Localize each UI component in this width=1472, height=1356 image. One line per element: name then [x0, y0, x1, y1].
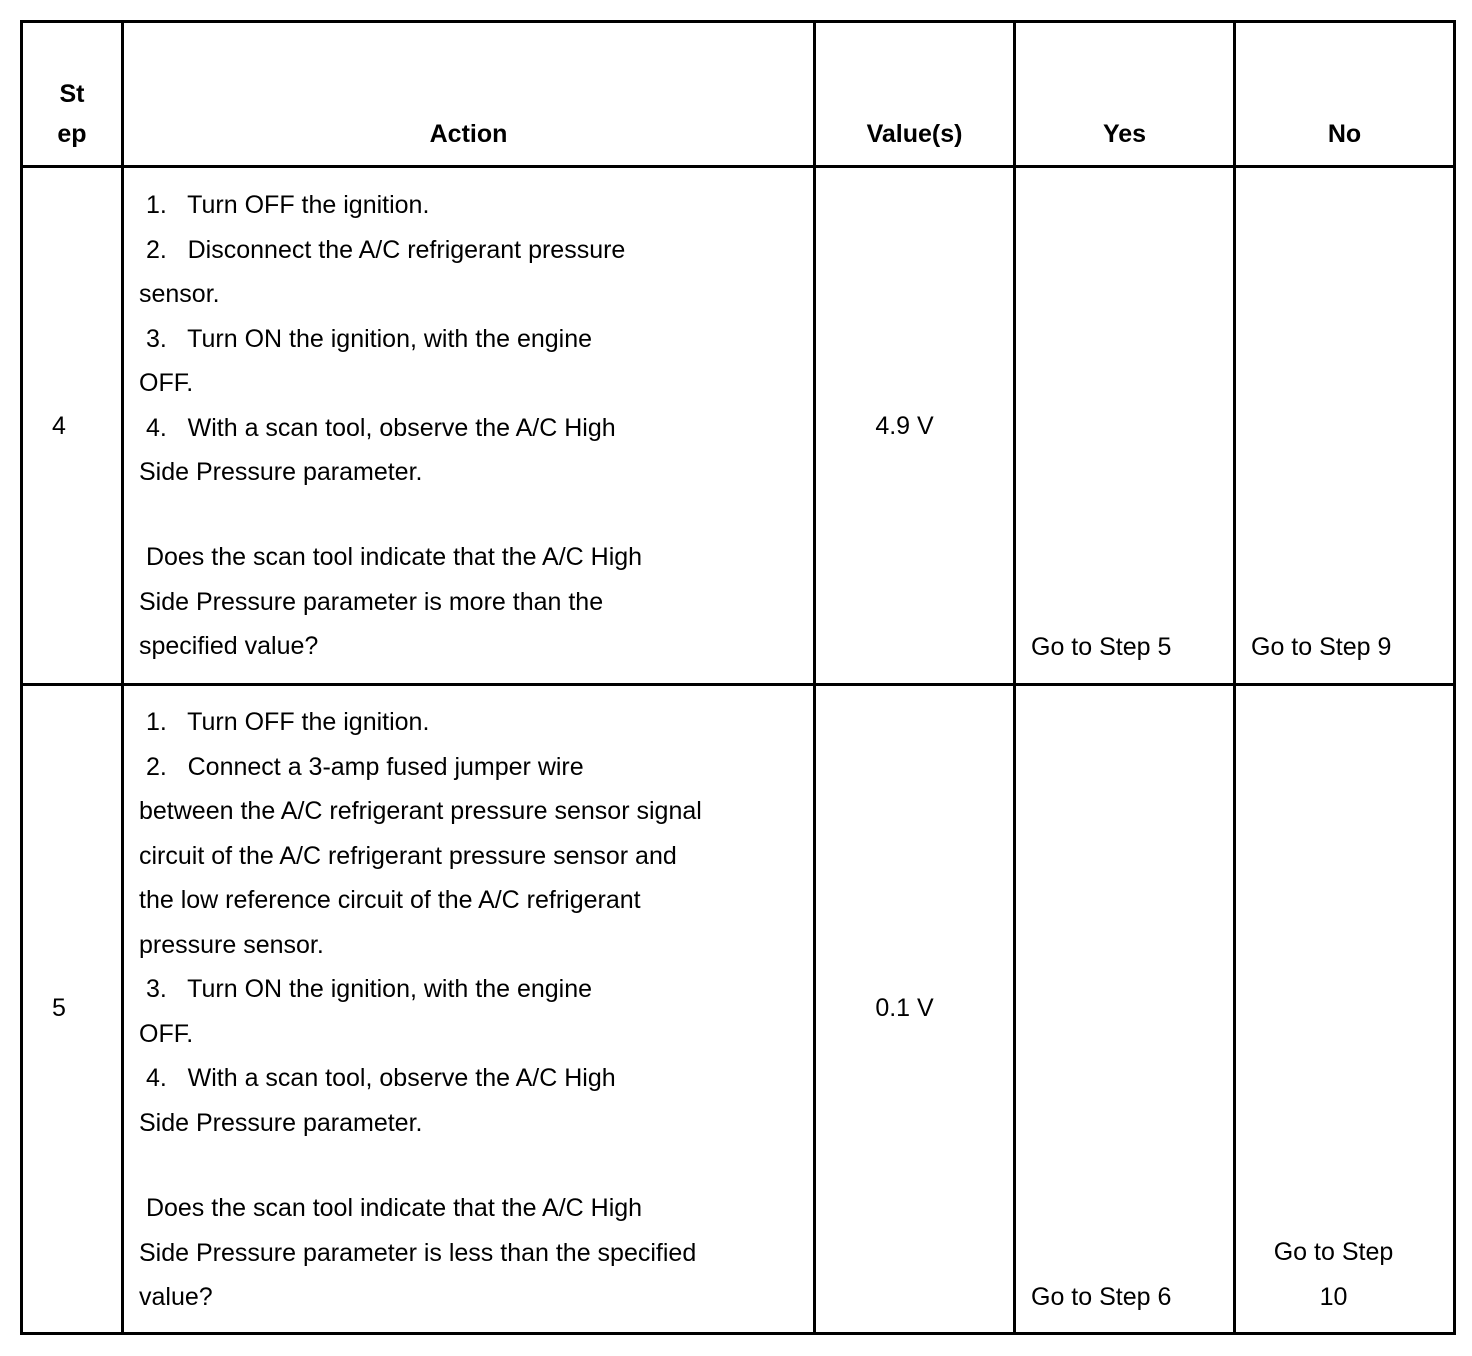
header-no: No — [1327, 120, 1362, 148]
header-step-line2: ep — [57, 120, 87, 148]
header-yes: Yes — [1102, 120, 1147, 148]
action-line: the low reference circuit of the A/C refrigerant — [139, 886, 641, 914]
action-line: OFF. — [139, 369, 194, 397]
table-border-right — [1453, 20, 1456, 1335]
action-line: sensor. — [139, 280, 220, 308]
action-line: 2. Disconnect the A/C refrigerant pressure — [139, 235, 626, 264]
action-line: 1. Turn OFF the ignition. — [139, 191, 430, 219]
question-line: specified value? — [139, 632, 319, 660]
action-line: 2. Connect a 3-amp fused jumper wire — [139, 752, 584, 781]
table-border-left — [20, 20, 23, 1335]
action-line: circuit of the A/C refrigerant pressure sensor and — [139, 841, 677, 870]
row-5-no-line2: 10 — [1319, 1282, 1348, 1311]
row-4-no: Go to Step 9 — [1251, 633, 1392, 661]
row-4-step: 4 — [52, 412, 66, 440]
col-divider-values — [813, 20, 816, 1335]
question-line: Side Pressure parameter is more than the — [139, 587, 604, 616]
header-step-line1: St — [59, 80, 85, 108]
question-line: value? — [139, 1283, 213, 1311]
row-divider — [20, 683, 1456, 686]
row-4-action — [139, 183, 625, 495]
row-4-question — [139, 535, 642, 669]
question-line: Does the scan tool indicate that the A/C High — [139, 543, 643, 571]
action-line: 4. With a scan tool, observe the A/C High — [139, 413, 616, 442]
header-step — [23, 74, 121, 154]
question-line: Side Pressure parameter is less than the specified — [139, 1238, 697, 1267]
row-5-value: 0.1 V — [875, 994, 934, 1022]
diagnostic-table — [20, 20, 1456, 1335]
col-divider-action — [121, 20, 124, 1335]
question-line: Does the scan tool indicate that the A/C High — [139, 1194, 643, 1222]
action-line: between the A/C refrigerant pressure sensor signal — [139, 797, 702, 825]
action-line: OFF. — [139, 1019, 194, 1048]
row-5-step: 5 — [52, 994, 66, 1022]
action-line: 1. Turn OFF the ignition. — [139, 708, 430, 736]
table-border-bottom — [20, 1332, 1456, 1335]
col-divider-no — [1233, 20, 1236, 1335]
header-action: Action — [429, 120, 508, 148]
row-5-no-line1: Go to Step — [1273, 1238, 1394, 1266]
header-values: Value(s) — [866, 120, 963, 148]
row-5-question — [139, 1186, 696, 1320]
action-line: 4. With a scan tool, observe the A/C High — [139, 1064, 616, 1092]
action-line: 3. Turn ON the ignition, with the engine — [139, 324, 593, 353]
action-line: 3. Turn ON the ignition, with the engine — [139, 975, 593, 1003]
header-divider — [20, 165, 1456, 168]
row-5-action — [139, 700, 702, 1145]
row-5-no — [1236, 1230, 1431, 1319]
table-border-top — [20, 20, 1456, 23]
action-line: Side Pressure parameter. — [139, 1108, 423, 1137]
action-line: pressure sensor. — [139, 930, 324, 959]
action-line: Side Pressure parameter. — [139, 458, 423, 486]
row-5-yes: Go to Step 6 — [1031, 1283, 1172, 1311]
row-4-value: 4.9 V — [875, 412, 934, 440]
col-divider-yes — [1013, 20, 1016, 1335]
row-4-yes: Go to Step 5 — [1031, 633, 1172, 661]
